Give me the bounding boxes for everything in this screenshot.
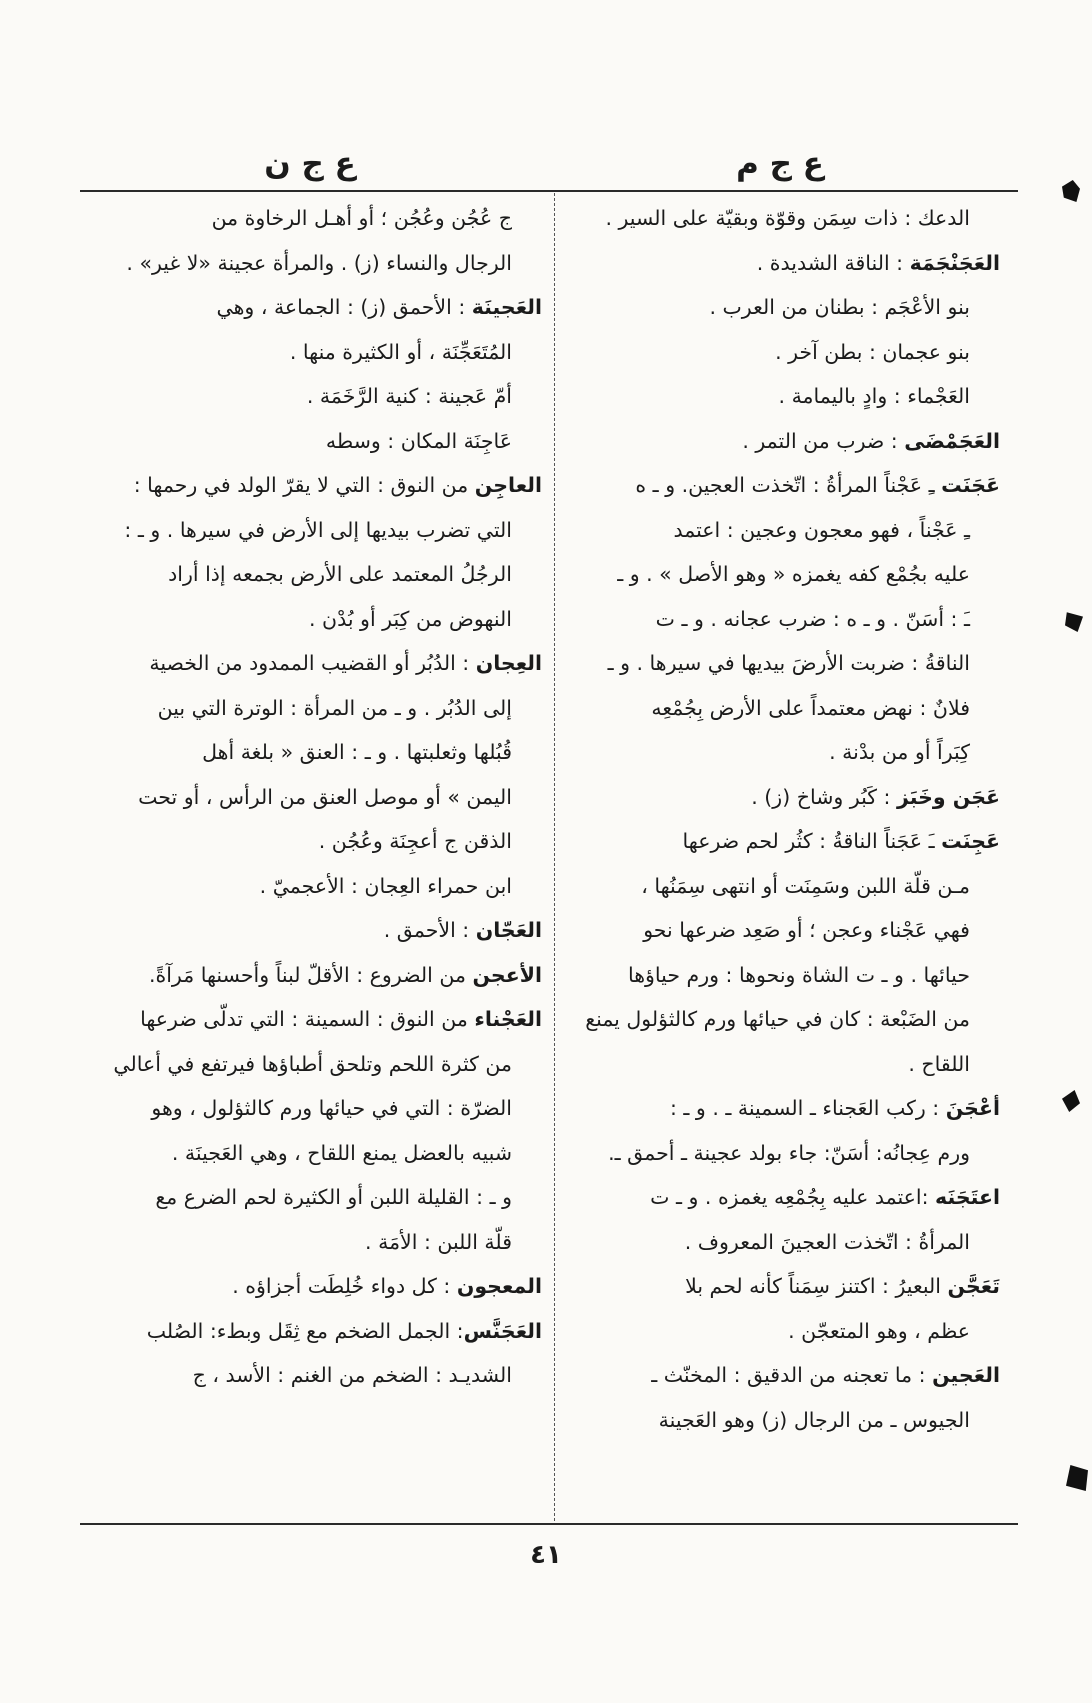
entry-line [572, 1175, 1000, 1220]
entry-line [572, 1131, 1000, 1176]
entry-text: بنو عجمان : بطن آخر . [775, 339, 970, 364]
headword: عَجَنَت [941, 473, 1000, 497]
entry-text: عَاجِنَة المكان : وسطه [325, 428, 512, 453]
entry-text: قُبُلها وثعلبتها . و ـ : العنق « بلغة أهل [202, 740, 512, 764]
header-rule [80, 190, 1018, 192]
entry-line [82, 463, 542, 508]
scan-margin-mark [1062, 180, 1080, 202]
entry-text: : ركب العَجناء ـ السمينة ـ . و ـ : [669, 1096, 946, 1120]
entry-text: حيائها . و ـ ت الشاة ونحوها : ورم حياؤها [627, 962, 970, 987]
entry-line [82, 1042, 542, 1087]
entry-text: : الأحمق (ز) : الجماعة ، وهي [216, 295, 472, 319]
entry-line [82, 1131, 542, 1176]
headword: العِجان [475, 651, 542, 675]
entry-line [82, 819, 542, 864]
entry-text: النهوض من كِبَر أو بُدْن . [308, 606, 512, 631]
entry-line [82, 641, 542, 686]
entry-text: الناقةُ : ضربت الأرضَ بيديها في سيرها . و ـ [607, 651, 970, 675]
entry-line [82, 285, 542, 330]
entry-text: بنو الأعْجَم : بطنان من العرب . [709, 295, 970, 319]
entry-text: من النوق : السمينة : التي تدلّى ضرعها [140, 1007, 475, 1031]
entry-line [572, 864, 1000, 909]
entry-text: المرأةُ : اتّخذت العجينَ المعروف . [684, 1229, 970, 1254]
entry-line [82, 730, 542, 775]
headword: عَجَن وخَبَز [896, 784, 1000, 809]
headword: الأعجن [472, 962, 542, 987]
footer-rule [80, 1523, 1018, 1525]
entry-text: الذقن ج أعجِنَة وعُجُن . [318, 829, 512, 853]
entry-line [572, 1309, 1000, 1354]
headword: العَجْناء [474, 1007, 542, 1031]
entry-text: الشديـد : الضخم من الغنم : الأسد ، ج [192, 1363, 512, 1387]
page-number: ٤١ [530, 1540, 562, 1570]
entry-line [572, 285, 1000, 330]
entry-line [572, 597, 1000, 642]
entry-line [572, 775, 1000, 820]
entry-text: المُتَعَجِّنَة ، أو الكثيرة منها . [289, 339, 512, 364]
entry-line [572, 241, 1000, 286]
entry-line [572, 552, 1000, 597]
entry-text: عظم ، وهو المتعجّن . [788, 1318, 970, 1343]
entry-line [572, 686, 1000, 731]
entry-text: من كثرة اللحم وتلحق أطباؤها فيرتفع في أعالي [113, 1051, 512, 1076]
headword: اعتَجَنَه [935, 1185, 1000, 1209]
scan-margin-mark [1065, 610, 1083, 632]
entry-text: : الدُبُر أو القضيب الممدود من الخصية [149, 651, 476, 675]
entry-line [572, 196, 1000, 241]
entry-text: من النوق : التي لا يقرّ الولد في رحمها : [133, 473, 475, 497]
entry-text: : كَبُر وشاخ (ز) . [751, 784, 897, 809]
entry-text: إلى الدُبُر . و ـ من المرأة : الوترة التي بين [157, 695, 512, 720]
entry-text: ج عُجُن وعُجُن ؛ أو أهـل الرخاوة من [211, 206, 512, 230]
headword: العاجِن [474, 473, 542, 497]
entry-line [82, 997, 542, 1042]
entry-line [82, 686, 542, 731]
entry-text: عليه بجُمْع كفه يغمزه « وهو الأصل » . و ـ [617, 562, 970, 586]
entry-line [572, 463, 1000, 508]
entry-text: شبيه بالعضل يمنع اللقاح ، وهي العَجينَة . [171, 1140, 512, 1165]
entry-line [572, 1398, 1000, 1443]
entry-line [572, 953, 1000, 998]
right-column-heading: ع ج م [736, 146, 824, 182]
headword: عَجِنَت [941, 829, 1000, 853]
entry-line [572, 1264, 1000, 1309]
entry-text: البعيرُ : اكتنز سِمَناً كأنه لحم بلا [685, 1274, 948, 1298]
entry-line [82, 330, 542, 375]
entry-line [572, 1353, 1000, 1398]
entry-line [82, 1309, 542, 1354]
headword: العَجين [932, 1363, 1000, 1387]
entry-text: اللقاح . [908, 1051, 970, 1076]
entry-text: كِبَراً أو من بدْنة . [829, 740, 970, 764]
entry-text: : الناقة الشديدة . [756, 250, 910, 275]
entry-line [82, 552, 542, 597]
entry-text: الجيوس ـ من الرجال (ز) وهو العَجينة [658, 1407, 970, 1432]
entry-text: العَجْماء : وادٍ باليمامة . [778, 384, 970, 408]
entry-text: الضرّة : التي في حيائها ورم كالثؤلول ، وهو [151, 1096, 512, 1120]
entry-text: الدعك : ذات سِمَن وقوّة وبقيّة على السير . [605, 206, 970, 230]
entry-text: التي تضرب بيديها إلى الأرض في سيرها . و ـ : [124, 517, 512, 542]
column-divider [554, 193, 555, 1521]
entry-line [572, 374, 1000, 419]
headword: العَجّان [475, 918, 542, 942]
entry-text: و ـ : القليلة اللبن أو الكثيرة لحم الضرع مع [155, 1185, 512, 1209]
entry-text: : ضرب من التمر . [742, 428, 905, 453]
entry-line [82, 864, 542, 909]
headword: أعْجَنَ [945, 1096, 1000, 1120]
entry-text: : الأحمق . [383, 918, 476, 942]
scan-margin-mark [1062, 1090, 1080, 1112]
entry-line [82, 775, 542, 820]
entry-text: ـَ : أسَنّ . و ـ ه : ضرب عجانه . و ـ ت [655, 606, 970, 631]
entry-text: فهي عَجْناء وعجن ؛ أو صَعِد ضرعها نحو [643, 918, 970, 942]
entry-line [82, 1086, 542, 1131]
entry-text: الرجال والنساء (ز) . والمرأة عجينة «لا غير» . [126, 250, 512, 275]
entry-text: ـِ عَجْناً ، فهو معجون وعجين : اعتمد [673, 517, 970, 542]
entry-text: اليمن » أو موصل العنق من الرأس ، أو تحت [138, 784, 512, 809]
headword: العَجَنَّس [463, 1318, 542, 1343]
entry-text: الرجُلُ المعتمد على الأرض بجمعه إذا أراد [168, 562, 512, 586]
entry-text: أمّ عَجينة : كنية الرَّخَمَة . [306, 384, 512, 408]
entry-line [82, 597, 542, 642]
headword: المعجون [456, 1274, 542, 1298]
entry-line [572, 641, 1000, 686]
left-column [82, 196, 542, 1516]
entry-line [572, 419, 1000, 464]
entry-line [572, 730, 1000, 775]
entry-text: من الضروع : الأقلّ لبناً وأحسنها مَرآةً. [148, 962, 473, 987]
entry-text: ـِ عَجْناً المرأةُ : اتّخذت العجين. و ـ ه [635, 473, 942, 497]
entry-line [82, 908, 542, 953]
entry-line [82, 1264, 542, 1309]
headword: العَجَمْضَى [904, 428, 1000, 453]
entry-text: فلانٌ : نهض معتمداً على الأرض بِجُمْعِه [651, 695, 970, 720]
entry-text: : الجمل الضخم مع ثِقَل وبطء: الصُلب [146, 1318, 464, 1343]
entry-line [572, 508, 1000, 553]
entry-text: مـن قلّة اللبن وسَمِنَت أو انتهى سِمَنُها ، [641, 873, 970, 898]
entry-line [572, 997, 1000, 1042]
entry-line [572, 330, 1000, 375]
entry-line [572, 1220, 1000, 1265]
headword: العَجينَة [471, 295, 542, 319]
entry-line [82, 374, 542, 419]
entry-line [572, 819, 1000, 864]
entry-text: قلّة اللبن : الأمَة . [365, 1229, 512, 1254]
headword: العَجَنْجَمَة [909, 250, 1000, 275]
headword: تَعَجَّن [947, 1274, 1000, 1298]
entry-line [82, 1353, 542, 1398]
entry-line [82, 953, 542, 998]
entry-text: ابن حمراء العِجان : الأعجميّ . [259, 873, 512, 898]
entry-line [572, 1042, 1000, 1087]
entry-text: من الضَبْعة : كان في حيائها ورم كالثؤلول يمنع [585, 1007, 970, 1031]
entry-line [572, 908, 1000, 953]
entry-line [82, 1220, 542, 1265]
entry-text: : ما تعجنه من الدقيق : المخنّث ـ [651, 1363, 933, 1387]
entry-text: : كل دواء خُلِطَت أجزاؤه . [232, 1274, 457, 1298]
entry-line [82, 241, 542, 286]
entry-text: ورم عِجانُه: أسَنّ: جاء بولد عجينة ـ أحمق ـ. [608, 1140, 970, 1165]
entry-text: ـَ عَجَناً الناقةُ : كثُر لحم ضرعها [682, 829, 942, 853]
right-column [572, 196, 1000, 1516]
entry-line [572, 1086, 1000, 1131]
entry-line [82, 508, 542, 553]
scan-margin-mark [1066, 1465, 1088, 1491]
entry-line [82, 1175, 542, 1220]
left-column-heading: ع ج ن [264, 146, 356, 182]
entry-line [82, 419, 542, 464]
entry-line [82, 196, 542, 241]
entry-text: :اعتمد عليه بِجُمْعِه يغمزه . و ـ ت [650, 1185, 936, 1209]
